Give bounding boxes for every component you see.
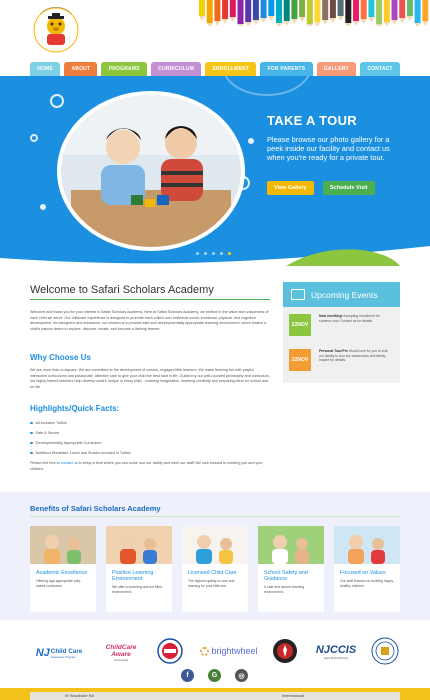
event-description — [319, 349, 391, 371]
accreditation-seal-icon[interactable] — [157, 638, 183, 664]
benefit-card[interactable] — [106, 526, 172, 612]
view-gallery-button[interactable]: View Gallery — [267, 181, 314, 195]
highlights-list — [30, 418, 131, 458]
pencil-tip — [245, 22, 251, 26]
pencil-body — [238, 0, 244, 24]
benefit-text: Our staff focuses on building happy, healthy children. — [340, 579, 394, 588]
safety-badge-icon[interactable] — [272, 638, 298, 664]
slider-dot[interactable] — [204, 252, 207, 255]
footer-map-strip — [0, 688, 430, 700]
pencil-tip — [276, 23, 282, 26]
map-street-label: International — [282, 693, 305, 698]
nj-mark: NJ — [35, 647, 50, 659]
highlight-text: Nutritious Breakfast, Lunch and Snacks Included in Tuition — [35, 451, 131, 455]
pencil-body — [214, 0, 220, 21]
google-icon[interactable]: G — [208, 669, 221, 682]
main-navigation — [30, 62, 400, 76]
academy-logo[interactable] — [30, 4, 82, 56]
pencil-body — [253, 0, 259, 20]
event-text: Accepting enrollment for summer now. Contact us for details. — [319, 314, 380, 323]
heading-underline — [30, 299, 270, 300]
pencil-body — [338, 0, 344, 16]
pencil-body — [415, 0, 421, 23]
pencil-tip — [376, 24, 382, 26]
pencil-tip — [392, 20, 398, 25]
bullet-icon — [30, 432, 33, 435]
benefit-text: Offering age-appropriate play-based curriculum. — [36, 579, 82, 588]
welcome-intro-text: Welcome and thank you for your interest in Safari Scholars Academy. Here at Safari Scholars Academy, we believe in the value and uniqueness of each child we serve. Our childcare experience is designed to promote each child's own individual social, emotional, physical, and cognitive development. As caregivers and educators, our mission is to provide safe and developmentally appropriate learning environment, which fosters a child's natural desire to explore, discover, create, and become a lifelong learner. — [30, 310, 269, 332]
event-text: Would love for you to visit our facility to tour our classrooms and family. Inquire for details. — [319, 349, 388, 363]
pencil-tip — [422, 21, 428, 26]
nav-item-home[interactable]: HOME — [30, 62, 60, 76]
colored-pencils-banner — [198, 0, 430, 26]
bullet-icon — [30, 422, 33, 425]
bullet-icon — [30, 452, 33, 455]
pencil-body — [299, 0, 305, 17]
benefit-text: We offer a nurturing and fun filled environment. — [112, 585, 163, 594]
pencil-tip — [253, 20, 259, 25]
why-choose-us-text: We are more than a daycare. We are committed to the development of curious, engaged little learners. We make learning fun with playful, interactive curriculums and passionate, attentive care to give your child the best start in life. Guided by our well-rounded philosophy and curriculum, our highly trained teachers help develop what's unique in every child - nurturing imagination, fostering creativity and preparing them for school and for life. — [30, 368, 270, 390]
partner-logos — [0, 620, 430, 670]
pencil-tip — [268, 16, 274, 21]
pencil-tip — [322, 20, 328, 25]
pencil-body — [284, 0, 290, 21]
decor-ring — [222, 76, 312, 96]
pencil-tip — [384, 22, 390, 26]
pencil-tip — [407, 16, 413, 21]
njccis-logo[interactable] — [314, 640, 358, 664]
why-choose-us-heading: Why Choose Us — [30, 353, 91, 362]
slider-dot[interactable] — [212, 252, 215, 255]
pencil-body — [322, 0, 328, 20]
map-street-label: W Woodside Rd — [65, 693, 94, 698]
event-date-badge: 22NOV — [289, 349, 311, 371]
pencil-tip — [284, 21, 290, 26]
pencil-tip — [199, 16, 205, 21]
event-title: Personal Tour/Pre — [319, 349, 348, 353]
benefit-photo — [258, 526, 324, 564]
hero-title: TAKE A TOUR — [267, 113, 357, 128]
pencil-tip — [207, 23, 213, 26]
pencil-body — [315, 0, 321, 22]
nav-item-curriculum[interactable]: CURRICULUM — [151, 62, 201, 76]
childcare-aware-title: ChildCare Aware — [105, 644, 137, 658]
edit-icon — [291, 289, 305, 300]
highlight-text: All-Inclusive Tuition — [35, 421, 68, 425]
children-playing-photo — [61, 95, 241, 247]
hero-bottom-wave — [0, 236, 430, 266]
pencil-body — [407, 0, 413, 16]
pencil-tip — [315, 22, 321, 26]
pencil-body — [384, 0, 390, 22]
pencil-body — [268, 0, 274, 16]
pencil-body — [222, 0, 228, 19]
njccis-url: www.NJCCIS.com — [323, 656, 349, 660]
pencil-body — [276, 0, 282, 23]
closing-text: to setup a time where you can come tour our facility and meet our staff! We look forward to meeting you and your children. — [30, 461, 263, 471]
benefit-photo — [30, 526, 96, 564]
brightwheel-wordmark: brightwheel — [211, 646, 258, 656]
pencil-body — [376, 0, 382, 24]
benefit-title: Academic Excellence — [36, 570, 88, 576]
highlight-item — [30, 428, 131, 438]
childcare-aware-logo[interactable] — [99, 642, 143, 664]
highlight-item — [30, 448, 131, 458]
nav-item-programs[interactable]: PROGRAMS — [101, 62, 146, 76]
event-item[interactable] — [289, 314, 391, 336]
pencil-tip — [368, 17, 374, 22]
pencil-body — [230, 0, 236, 17]
site-header — [0, 0, 430, 62]
pencil-body — [392, 0, 398, 20]
pencil-tip — [361, 19, 367, 24]
benefit-title: Focused on Values — [340, 570, 386, 576]
benefits-heading: Benefits of Safari Scholars Academy — [30, 504, 161, 513]
pencil-tip — [291, 19, 297, 24]
pencil-tip — [353, 21, 359, 26]
benefit-title: Positive Learning Environment — [112, 570, 154, 583]
decor-ring — [50, 94, 64, 108]
nav-item-about[interactable]: ABOUT — [64, 62, 97, 76]
pencil-body — [307, 0, 313, 24]
decor-dot — [248, 138, 254, 144]
event-title: Now enrolling! — [319, 314, 343, 318]
highlights-heading: Highlights/Quick Facts: — [30, 404, 120, 413]
slider-dot[interactable] — [196, 252, 199, 255]
benefit-card[interactable] — [30, 526, 96, 612]
benefit-card[interactable] — [182, 526, 248, 612]
pencil-body — [345, 0, 351, 23]
slider-pagination — [196, 252, 231, 255]
pencil-body — [361, 0, 367, 19]
nav-item-contact[interactable]: CONTACT — [360, 62, 400, 76]
pencil-tip — [230, 17, 236, 22]
facebook-icon[interactable]: f — [181, 669, 194, 682]
benefit-title: School Safety and Guidance — [264, 570, 308, 583]
njccis-wordmark: NJCCIS — [315, 644, 357, 656]
upcoming-events-panel — [283, 307, 400, 383]
pencil-tip — [214, 21, 220, 26]
benefits-underline — [30, 516, 400, 517]
pencil-body — [368, 0, 374, 17]
pencil-tip — [330, 18, 336, 23]
instagram-icon[interactable]: ◎ — [235, 669, 248, 682]
nj-text — [51, 648, 83, 659]
event-description — [319, 314, 391, 336]
highlight-text: Developmentally Appropriate Curriculum — [35, 441, 102, 445]
nj-subtitle: Assistance Program — [50, 654, 76, 659]
nj-title: Child Care — [50, 647, 83, 655]
benefit-photo — [182, 526, 248, 564]
pencil-tip — [299, 17, 305, 22]
decor-ring — [30, 134, 38, 142]
childcare-aware-subtitle: of America — [113, 658, 129, 662]
benefit-card[interactable] — [334, 526, 400, 612]
welcome-heading: Welcome to Safari Scholars Academy — [30, 284, 214, 296]
hero-banner — [0, 76, 430, 266]
pencil-body — [199, 0, 205, 16]
nav-item-enrollment[interactable]: ENROLLMENT — [205, 62, 256, 76]
benefit-text: The highest quality of care and learning for your little one. — [188, 579, 235, 588]
event-date-badge: 22NOV — [289, 314, 311, 336]
benefit-photo — [106, 526, 172, 564]
pencil-body — [245, 0, 251, 22]
nj-child-care-logo[interactable] — [30, 644, 88, 662]
benefit-card[interactable] — [258, 526, 324, 612]
pencil-body — [330, 0, 336, 18]
hero-photo-frame — [57, 91, 245, 251]
brightwheel-icon — [200, 647, 209, 656]
highlight-item — [30, 418, 131, 428]
pencil-body — [207, 0, 213, 23]
highlight-text: Safe & Secure — [35, 431, 60, 435]
nav-item-gallery[interactable]: GALLERY — [317, 62, 357, 76]
slider-dot[interactable] — [220, 252, 223, 255]
pencil-tip — [238, 24, 244, 26]
state-seal-icon[interactable] — [371, 637, 399, 665]
pencil-tip — [399, 18, 405, 23]
benefit-text: A safe and secure learning environment. — [264, 585, 305, 594]
pencil-tip — [261, 18, 267, 23]
nav-item-for-parents[interactable]: FOR PARENTS — [260, 62, 312, 76]
closing-paragraph — [30, 461, 272, 472]
pencil-body — [261, 0, 267, 18]
upcoming-events-header — [283, 282, 400, 307]
decor-dot — [40, 204, 46, 210]
contact-us-link[interactable]: contact us — [60, 461, 78, 465]
pencil-tip — [345, 23, 351, 26]
bullet-icon — [30, 442, 33, 445]
pencil-tip — [338, 16, 344, 21]
pencil-tip — [307, 24, 313, 26]
pencil-body — [399, 0, 405, 18]
highlight-item — [30, 438, 131, 448]
event-item[interactable] — [289, 349, 391, 371]
pencil-tip — [415, 23, 421, 26]
pencil-tip — [222, 19, 228, 24]
benefit-photo — [334, 526, 400, 564]
brightwheel-logo[interactable] — [196, 644, 262, 658]
upcoming-events-title: Upcoming Events — [311, 289, 378, 300]
schedule-visit-button[interactable]: Schedule Visit — [323, 181, 375, 195]
pencil-body — [353, 0, 359, 21]
slider-dot[interactable] — [228, 252, 231, 255]
closing-text: Please feel free to — [30, 461, 61, 465]
benefit-title: Licensed Child Care — [188, 570, 237, 576]
hero-description: Please browse our photo gallery for a peek inside our facility and contact us when you're ready for a private tour. — [267, 135, 390, 162]
pencil-body — [291, 0, 297, 19]
pencil-body — [422, 0, 428, 21]
